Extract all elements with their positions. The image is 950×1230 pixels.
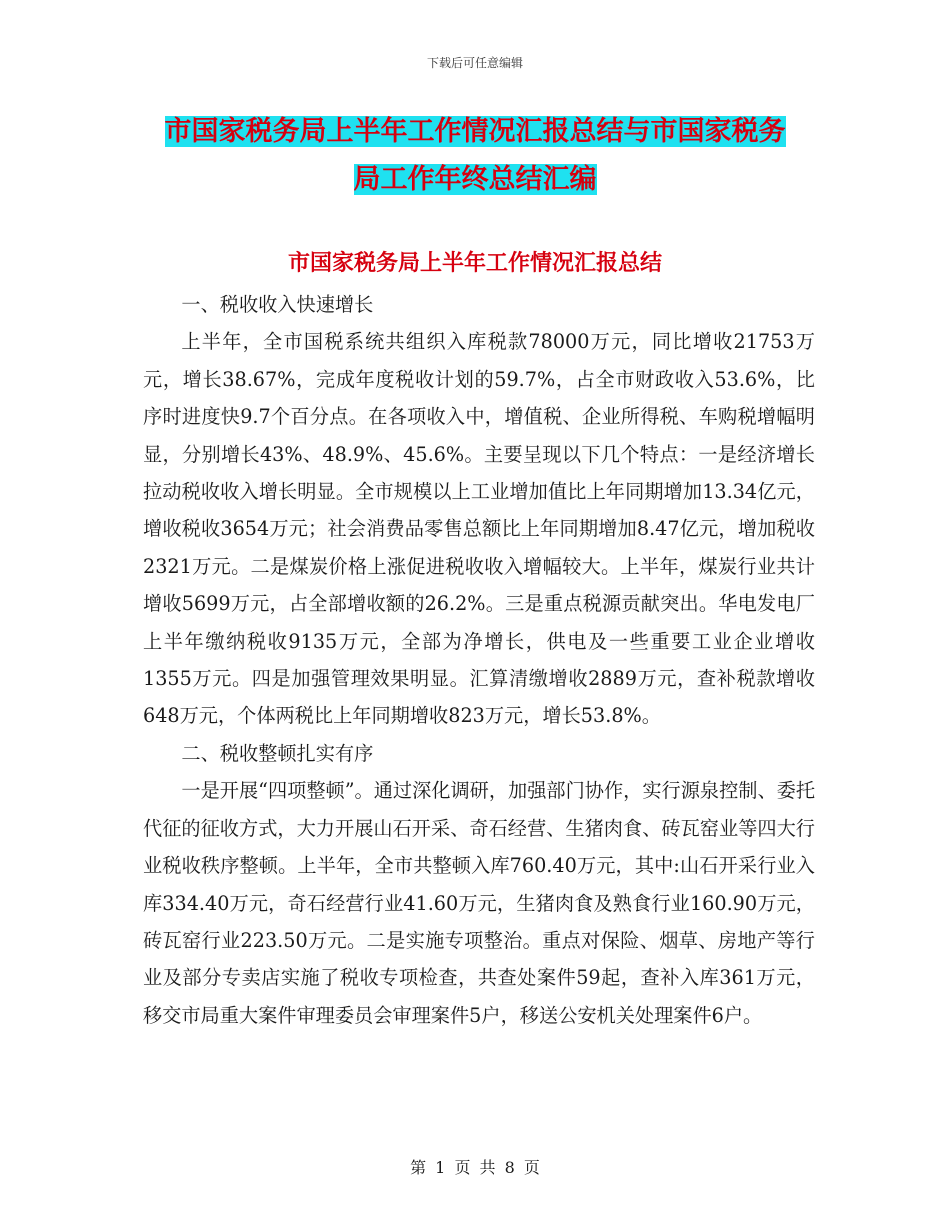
header-note: 下载后可任意编辑: [426, 56, 523, 70]
page-footer: 第 1 页 共 8 页: [410, 1158, 540, 1177]
paragraph-rectification-details: 一是开展“四项整顿”。通过深化调研，加强部门协作，实行源泉控制、委托代征的征收方式，大力开展山石开采、奇石经营、生猪肉食、砖瓦窑业等四大行业税收秩序整顿。上半年，全市共整顿入库760.40万元，其中:山石开采行业入库334.40万元，奇石经营行业41.60万元，生猪肉食及熟食行业160.90万元，砖瓦窑行业223.50万元。二是实施专项整治。重点对保险、烟草、房地产等行业及部分专卖店实施了税收专项检查，共查处案件59起，查补入库361万元，移交市局重大案件审理委员会审理案件5户，移送公安机关处理案件6户。: [143, 779, 816, 1027]
document-body: [143, 286, 815, 1034]
heading-tax-revenue-growth: 一、税收收入快速增长: [181, 293, 374, 316]
document-title: [60, 108, 890, 204]
section-title: 市国家税务局上半年工作情况汇报总结: [287, 250, 662, 276]
paragraph-revenue-details: 上半年，全市国税系统共组织入库税款78000万元，同比增收21753万元，增长38.67%，完成年度税收计划的59.7%，占全市财政收入53.6%，比序时进度快9.7个百分点。在各项收入中，增值税、企业所得税、车购税增幅明显，分别增长43%、48.9%、45.6%。主要呈现以下几个特点：一是经济增长拉动税收收入增长明显。全市规模以上工业增加值比上年同期增加13.34亿元，增收税收3654万元；社会消费品零售总额比上年同期增加8.47亿元，增加税收2321万元。二是煤炭价格上涨促进税收收入增幅较大。上半年，煤炭行业共计增收5699万元，占全部增收额的26.2%。三是重点税源贡献突出。华电发电厂上半年缴纳税收9135万元，全部为净增长，供电及一些重要工业企业增收1355万元。四是加强管理效果明显。汇算清缴增收2889万元，查补税款增收648万元，个体两税比上年同期增收823万元，增长53.8%。: [143, 330, 815, 728]
document-title-line-2: 局工作年终总结汇编: [353, 164, 597, 195]
document-title-line-1: 市国家税务局上半年工作情况汇报总结与市国家税务: [164, 116, 786, 147]
heading-tax-rectification: 二、税收整顿扎实有序: [181, 741, 374, 765]
